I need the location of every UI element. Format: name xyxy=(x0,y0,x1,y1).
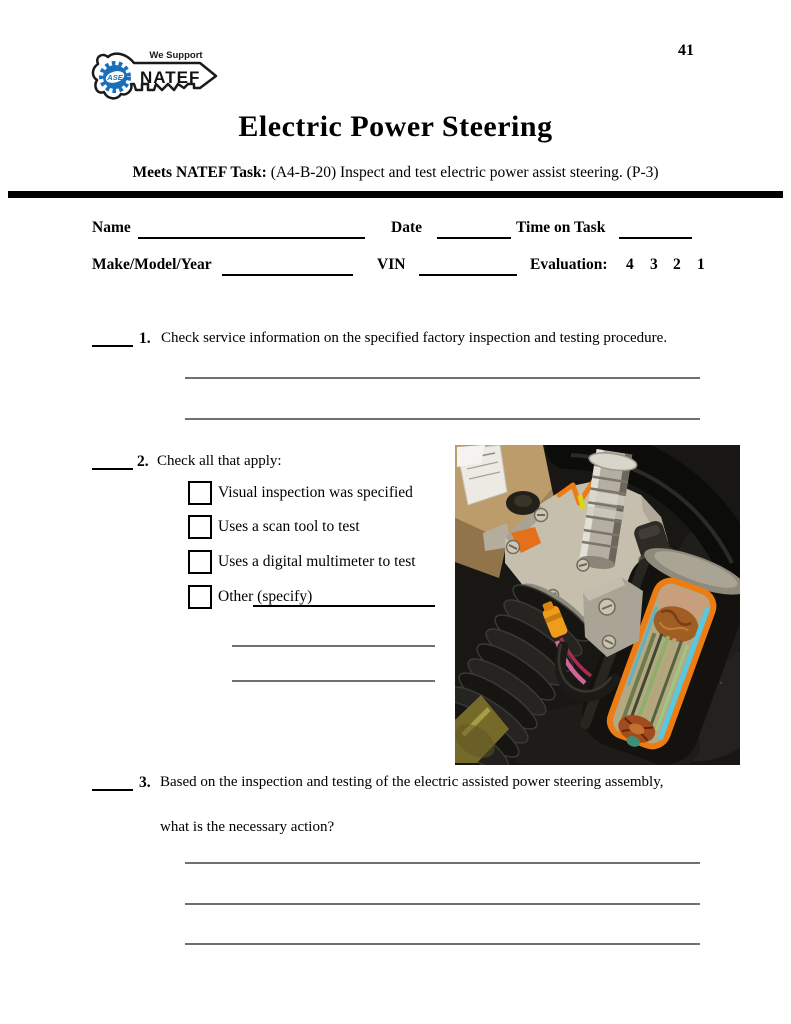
natef-task-line xyxy=(0,164,791,182)
question-3-text-line2: what is the necessary action? xyxy=(160,819,335,835)
question-1-answer-line[interactable] xyxy=(185,377,700,379)
question-1-number: 1. xyxy=(139,330,151,347)
question-3-number: 3. xyxy=(139,774,151,791)
question-2-answer-line[interactable] xyxy=(232,680,435,682)
vin-blank[interactable] xyxy=(419,258,517,276)
checkbox-scan-tool[interactable] xyxy=(188,515,212,539)
page-number: 41 xyxy=(678,42,694,59)
other-specify-blank[interactable] xyxy=(253,589,435,607)
natef-logo xyxy=(90,46,222,102)
checkbox-label: Other (specify) xyxy=(218,588,313,605)
question-2-number: 2. xyxy=(137,453,149,470)
question-3-answer-line[interactable] xyxy=(185,943,700,945)
make-model-year-label: Make/Model/Year xyxy=(92,256,212,273)
date-blank[interactable] xyxy=(437,221,511,239)
checkbox-label: Uses a scan tool to test xyxy=(218,518,360,535)
checkbox-digital-multimeter[interactable] xyxy=(188,550,212,574)
date-label: Date xyxy=(391,219,422,236)
evaluation-score-3[interactable]: 3 xyxy=(650,256,658,273)
task-text: (A4-B-20) Inspect and test electric power assist steering. (P-3) xyxy=(270,164,659,181)
ase-label: ASE xyxy=(107,73,123,82)
time-on-task-blank[interactable] xyxy=(619,221,692,239)
steering-assembly-photo-image xyxy=(455,445,740,765)
checkbox-visual-inspection[interactable] xyxy=(188,481,212,505)
evaluation-label: Evaluation: xyxy=(530,256,608,273)
question-3-answer-line[interactable] xyxy=(185,903,700,905)
time-on-task-label: Time on Task xyxy=(516,219,606,236)
vin-label: VIN xyxy=(377,256,406,273)
name-label: Name xyxy=(92,219,131,236)
page-title: Electric Power Steering xyxy=(238,110,553,143)
natef-key-icon xyxy=(90,46,222,102)
name-blank[interactable] xyxy=(138,221,365,239)
question-1-score-blank[interactable] xyxy=(92,332,133,347)
question-3-answer-line[interactable] xyxy=(185,862,700,864)
we-support-label: We Support xyxy=(149,50,203,61)
question-1-text: Check service information on the specified factory inspection and testing procedure. xyxy=(161,330,668,346)
evaluation-score-4[interactable]: 4 xyxy=(626,256,634,273)
task-label: Meets NATEF Task: xyxy=(132,164,267,181)
evaluation-score-1[interactable]: 1 xyxy=(697,256,705,273)
evaluation-score-2[interactable]: 2 xyxy=(673,256,681,273)
checkbox-label: Visual inspection was specified xyxy=(218,484,413,501)
question-3-text-line1: Based on the inspection and testing of the electric assisted power steering assembly, xyxy=(160,774,664,790)
checkbox-other[interactable] xyxy=(188,585,212,609)
question-2-score-blank[interactable] xyxy=(92,455,133,470)
question-2-answer-line[interactable] xyxy=(232,645,435,647)
divider-rule xyxy=(8,191,783,198)
checkbox-label: Uses a digital multimeter to test xyxy=(218,553,416,570)
steering-assembly-photo xyxy=(455,445,740,765)
question-3-score-blank[interactable] xyxy=(92,776,133,791)
make-model-year-blank[interactable] xyxy=(222,258,353,276)
natef-label: NATEF xyxy=(140,68,201,87)
question-1-answer-line[interactable] xyxy=(185,418,700,420)
question-2-text: Check all that apply: xyxy=(157,453,282,469)
